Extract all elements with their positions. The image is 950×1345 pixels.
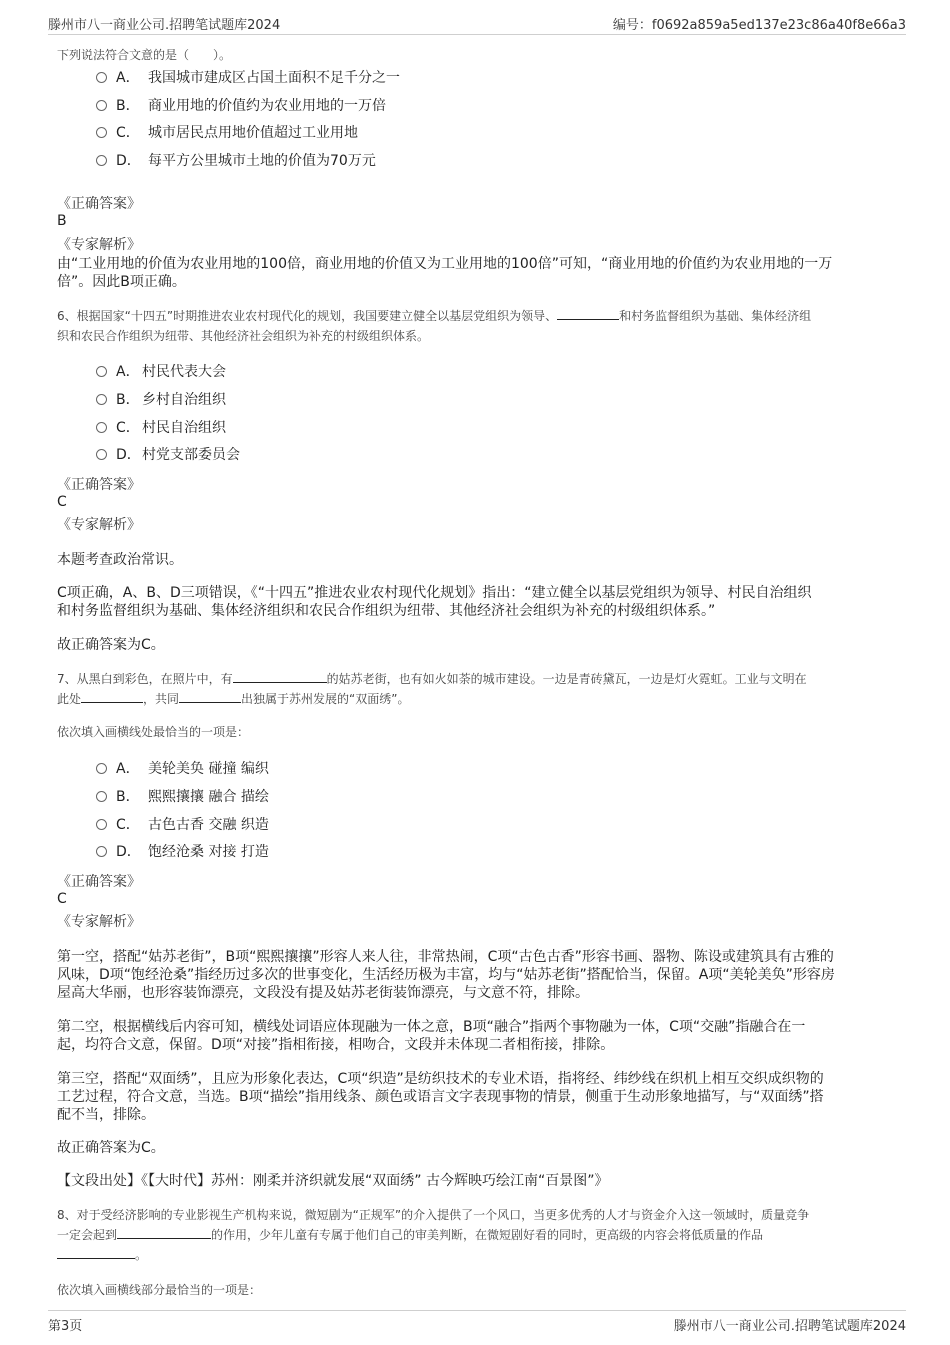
analysis-text: 第二空，根据横线后内容可知，横线处词语应体现融为一体之意，B项“融合”指两个事物融为一体，C项“交融”指融合在一 [57, 1019, 806, 1035]
answer-title: 《正确答案》 [57, 196, 141, 212]
question-stem: 6、根据国家“十四五”时期推进农业农村现代化的规划，我国要建立健全以基层党组织为领导、 和村务监督组织为基础、集体经济组 [57, 309, 812, 323]
answer-value: C [57, 494, 67, 510]
question-stem: 此处 ，共同 出独属于苏州发展的“双面绣”。 [57, 692, 410, 706]
analysis-title: 《专家解析》 [57, 237, 141, 253]
radio-button[interactable] [96, 366, 107, 377]
option-text: 村民代表大会 [142, 364, 226, 380]
radio-button[interactable] [96, 100, 107, 111]
radio-button[interactable] [96, 72, 107, 83]
question-prompt: 依次填入画横线处最恰当的一项是： [57, 725, 250, 739]
option-text: 城市居民点用地价值超过工业用地 [148, 125, 358, 141]
fill-blank [557, 307, 619, 320]
radio-button[interactable] [96, 763, 107, 774]
analysis-text: 倍”。因此B项正确。 [57, 274, 186, 290]
fill-blank [57, 1246, 135, 1259]
page-footer [48, 1310, 906, 1335]
option-text: 商业用地的价值约为农业用地的一万倍 [148, 98, 386, 114]
analysis-text: 第三空，搭配“双面绣”，且应为形象化表达，C项“织造”是纺织技术的专业术语，指将经、纬纱线在织机上相互交织成织物的 [57, 1071, 824, 1087]
header-title: 滕州市八一商业公司.招聘笔试题库2024 [48, 18, 281, 33]
option-text: 村党支部委员会 [142, 447, 240, 463]
page-header [48, 14, 906, 35]
analysis-text: 风味，D项“饱经沧桑”指经历过多次的世事变化，生活经历极为丰富，均与“姑苏老街”搭配恰当，保留。A项“美轮美奂”形容房 [57, 967, 835, 983]
header-doc-number: 编号：f0692a859a5ed137e23c86a40f8e66a3 [612, 18, 906, 33]
radio-button[interactable] [96, 846, 107, 857]
fill-blank [233, 670, 327, 683]
analysis-text: 工艺过程，符合文意，当选。B项“描绘”指用线条、颜色或语言文字表现事物的情景，侧重于生动形象地描写，与“双面绣”搭 [57, 1089, 824, 1105]
option-text: 我国城市建成区占国土面积不足千分之一 [148, 70, 400, 86]
question-stem: 织和农民合作组织为纽带、其他经济社会组织为补充的村级组织体系。 [57, 329, 430, 343]
option-text: 饱经沧桑 对接 打造 [148, 844, 269, 860]
question-stem: 7、从黑白到彩色，在照片中，有 的姑苏老街，也有如火如荼的城市建设。一边是青砖黛瓦，一边是灯火霓虹。工业与文明在 [57, 672, 807, 686]
option-text: 熙熙攘攘 融合 描绘 [148, 789, 269, 805]
answer-title: 《正确答案》 [57, 874, 141, 890]
option-text: 古色古香 交融 织造 [148, 817, 269, 833]
fill-blank [179, 690, 241, 703]
analysis-title: 《专家解析》 [57, 517, 141, 533]
fill-blank [81, 690, 143, 703]
radio-button[interactable] [96, 127, 107, 138]
radio-button[interactable] [96, 422, 107, 433]
analysis-text: 第一空，搭配“姑苏老街”，B项“熙熙攘攘”形容人来人往，非常热闹，C项“古色古香”形容书画、器物、陈设或建筑具有古雅的 [57, 949, 834, 965]
analysis-text: C项正确，A、B、D三项错误，《“十四五”推进农业农村现代化规划》指出：“建立健全以基层党组织为领导、村民自治组织 [57, 585, 812, 601]
page-number: 第3页 [48, 1319, 83, 1334]
option-text: 村民自治组织 [142, 420, 226, 436]
analysis-text: 故正确答案为C。 [57, 1140, 165, 1156]
radio-button[interactable] [96, 819, 107, 830]
analysis-text: 起，均符合文意，保留。D项“对接”指相衔接，相吻合，文段并未体现二者相衔接，排除。 [57, 1037, 615, 1053]
source-citation: 【文段出处】《【大时代】苏州：刚柔并济织就发展“双面绣” 古今辉映巧绘江南“百景图”》 [57, 1173, 609, 1189]
option-text: 美轮美奂 碰撞 编织 [148, 761, 269, 777]
analysis-text: 由“工业用地的价值为农业用地的100倍，商业用地的价值又为工业用地的100倍”可知，“商业用地的价值约为农业用地的一万 [57, 256, 833, 272]
footer-title: 滕州市八一商业公司.招聘笔试题库2024 [673, 1319, 906, 1334]
answer-value: C [57, 891, 67, 907]
analysis-title: 《专家解析》 [57, 914, 141, 930]
option-text: 乡村自治组织 [142, 392, 226, 408]
question-stem: 8、对于受经济影响的专业影视生产机构来说，微短剧为“正规军”的介入提供了一个风口，当更多优秀的人才与资金介入这一领域时，质量竞争 [57, 1208, 810, 1222]
question-stem: 一定会起到 的作用，少年儿童有专属于他们自己的审美判断，在微短剧好看的同时，更高级的内容会将低质量的作品 [57, 1228, 764, 1242]
answer-title: 《正确答案》 [57, 477, 141, 493]
option-text: 每平方公里城市土地的价值为70万元 [148, 153, 376, 169]
analysis-text: 本题考查政治常识。 [57, 552, 183, 568]
question-stem: 下列说法符合文意的是（ ）。 [57, 48, 232, 62]
radio-button[interactable] [96, 155, 107, 166]
question-prompt: 依次填入画横线部分最恰当的一项是： [57, 1283, 262, 1297]
radio-button[interactable] [96, 394, 107, 405]
analysis-text: 屋高大华丽，也形容装饰漂亮，文段没有提及姑苏老街装饰漂亮，与文意不符，排除。 [57, 985, 589, 1001]
radio-button[interactable] [96, 449, 107, 460]
question-stem: 。 [57, 1246, 897, 1263]
analysis-text: 配不当，排除。 [57, 1107, 155, 1123]
radio-button[interactable] [96, 791, 107, 802]
fill-blank [117, 1226, 211, 1239]
answer-value: B [57, 213, 67, 229]
analysis-text: 和村务监督组织为基础、集体经济组织和农民合作组织为纽带、其他经济社会组织为补充的村级组织体系。” [57, 603, 716, 619]
analysis-text: 故正确答案为C。 [57, 637, 165, 653]
